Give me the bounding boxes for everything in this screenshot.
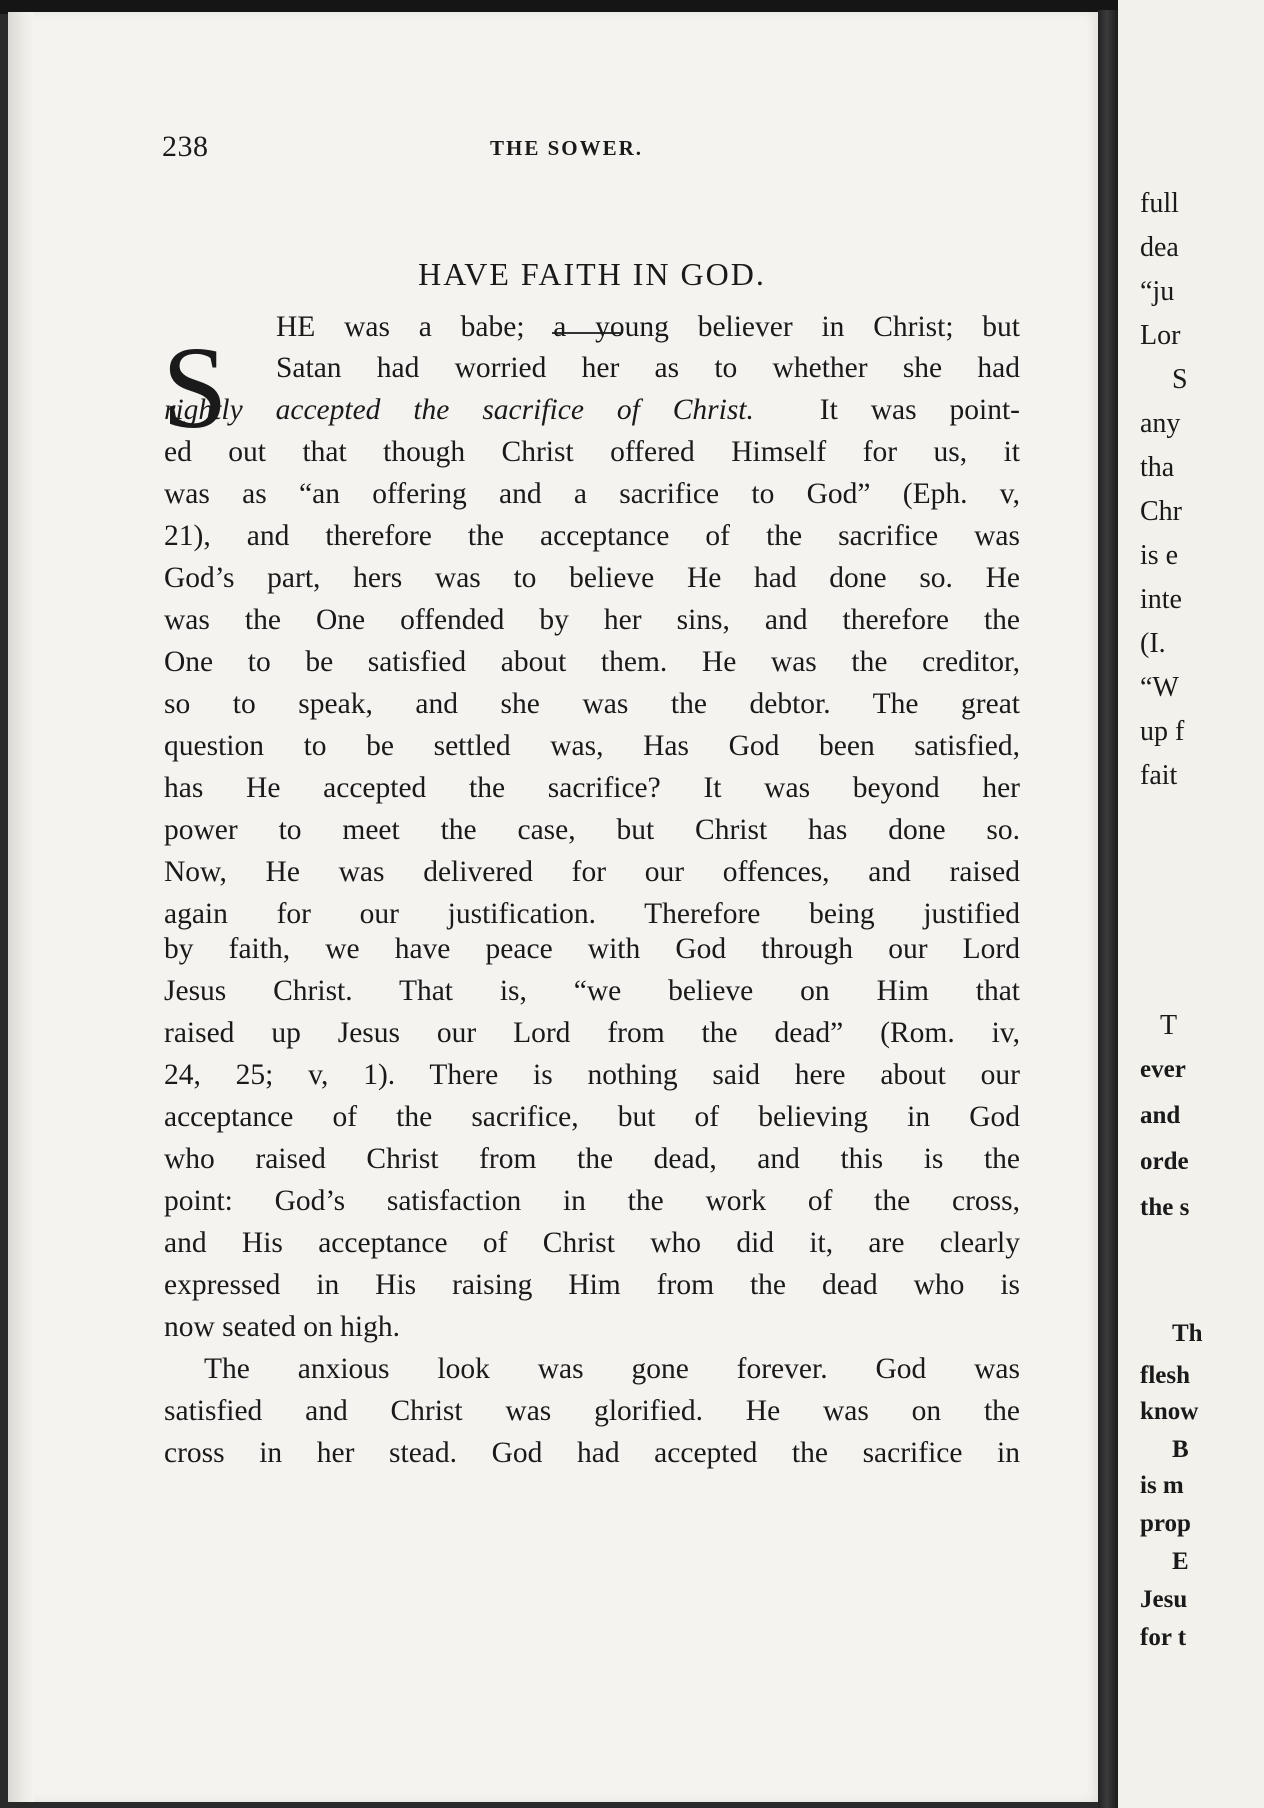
body-line: acceptance of the sacrifice, but of believing in God (164, 1101, 1020, 1133)
body-line: who raised Christ from the dead, and this is the (164, 1143, 1020, 1175)
body-line: was as “an offering and a sacrifice to God” (Eph. v, (164, 478, 1020, 510)
body-line: and His acceptance of Christ who did it, are clearly (164, 1227, 1020, 1259)
facing-fragment: T (1160, 1010, 1178, 1041)
body-line: Now, He was delivered for our offences, and raised (164, 856, 1020, 888)
body-line: was the One offended by her sins, and therefore the (164, 604, 1020, 636)
body-line: Jesus Christ. That is, “we believe on Him that (164, 975, 1020, 1007)
body-line: The anxious look was gone forever. God was (204, 1353, 1020, 1385)
body-line: expressed in His raising Him from the dead who is (164, 1269, 1020, 1301)
facing-page (1118, 0, 1264, 1808)
facing-fragment: is e (1140, 540, 1179, 571)
facing-fragment: any (1140, 408, 1181, 439)
facing-fragment: inte (1140, 584, 1182, 615)
facing-fragment: Th (1172, 1320, 1203, 1347)
body-line: power to meet the case, but Christ has done so. (164, 814, 1020, 846)
facing-fragment: Lor (1140, 320, 1181, 351)
facing-fragment: prop (1140, 1510, 1191, 1537)
body-line: has He accepted the sacrifice? It was beyond her (164, 772, 1020, 804)
drop-cap: S (162, 322, 228, 453)
body-line: 24, 25; v, 1). There is nothing said here about our (164, 1059, 1020, 1091)
facing-fragment: tha (1140, 452, 1175, 483)
facing-fragment: is m (1140, 1472, 1184, 1499)
page-number: 238 (162, 130, 209, 163)
body-line: question to be settled was, Has God been satisfied, (164, 730, 1020, 762)
facing-fragment: flesh (1140, 1362, 1190, 1389)
facing-fragment: ever (1140, 1056, 1186, 1083)
body-line: 21), and therefore the acceptance of the sacrifice was (164, 520, 1020, 552)
body-line: One to be satisfied about them. He was the creditor, (164, 646, 1020, 678)
body-line: HE was a babe; a young believer in Christ; but (276, 311, 1020, 343)
facing-fragment: and (1140, 1102, 1181, 1129)
facing-fragment: “W (1140, 672, 1179, 703)
facing-fragment: for t (1140, 1624, 1187, 1651)
facing-fragment: (I. (1140, 628, 1166, 659)
body-line: cross in her stead. God had accepted the sacrifice in (164, 1437, 1020, 1469)
body-line: so to speak, and she was the debtor. The great (164, 688, 1020, 720)
article-title: HAVE FAITH IN GOD. (418, 256, 766, 292)
facing-fragment: Chr (1140, 496, 1182, 527)
body-line: by faith, we have peace with God through our Lord (164, 933, 1020, 965)
facing-fragment: up f (1140, 716, 1185, 747)
facing-fragment: know (1140, 1398, 1199, 1425)
facing-fragment: B (1172, 1436, 1189, 1463)
running-title: THE SOWER. (490, 136, 644, 160)
body-line: satisfied and Christ was glorified. He was on the (164, 1395, 1020, 1427)
body-line: Satan had worried her as to whether she had (276, 352, 1020, 384)
body-line: now seated on high. (164, 1311, 400, 1343)
book-gutter (1098, 10, 1120, 1808)
facing-fragment: “ju (1140, 276, 1175, 307)
facing-fragment: E (1172, 1548, 1189, 1575)
facing-fragment: the s (1140, 1194, 1190, 1221)
facing-fragment: Jesu (1140, 1586, 1188, 1613)
body-line: rightly accepted the sacrifice of Christ. It was point- (164, 394, 1020, 426)
facing-fragment: S (1172, 364, 1188, 395)
body-line: again for our justification. Therefore being justified (164, 898, 1020, 930)
facing-fragment: fait (1140, 760, 1178, 791)
body-line: raised up Jesus our Lord from the dead” (Rom. iv, (164, 1017, 1020, 1049)
facing-fragment: orde (1140, 1148, 1189, 1175)
running-header (162, 130, 1062, 170)
facing-fragment: dea (1140, 232, 1179, 263)
body-line: God’s part, hers was to believe He had done so. He (164, 562, 1020, 594)
facing-fragment: full (1140, 188, 1179, 219)
page-edge-shadow (8, 12, 34, 1802)
body-line: ed out that though Christ offered Himself for us, it (164, 436, 1020, 468)
body-line: point: God’s satisfaction in the work of the cross, (164, 1185, 1020, 1217)
